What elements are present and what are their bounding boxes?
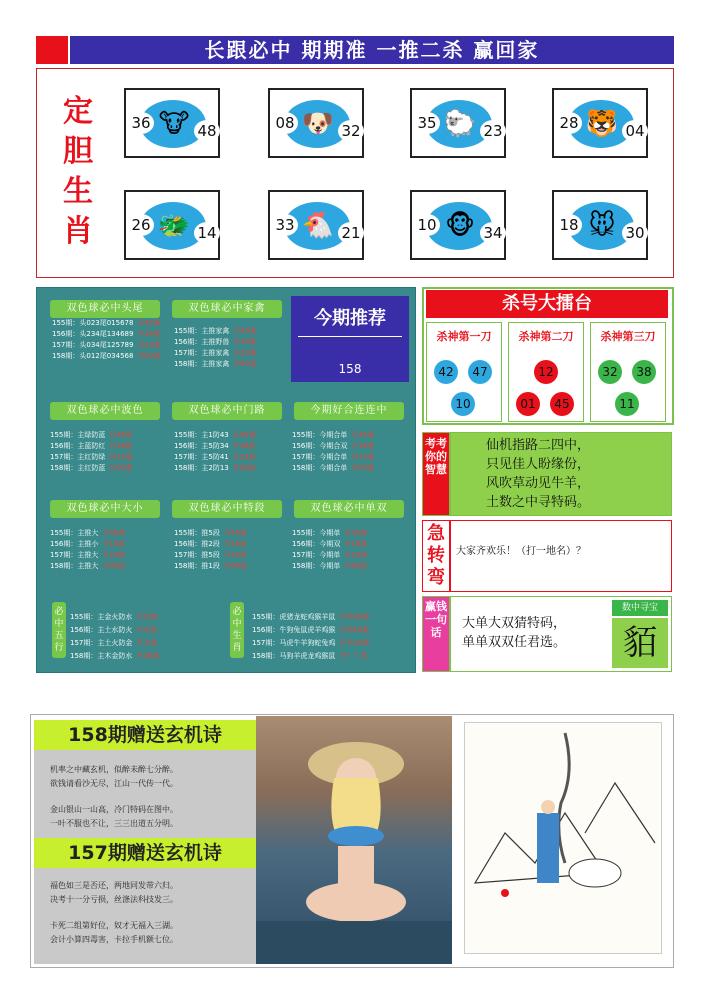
result-row [174,348,256,358]
kill-ball: 42 [434,360,458,384]
result-period: 158期：马狗羊虎龙鸡猴鼠 [252,652,336,660]
result-outcome: 开羊23准 [339,639,370,647]
sheep-icon: 🐑 [443,109,477,139]
result-period: 155期：头023尾015678 [52,319,134,327]
result-row [252,638,369,648]
kill-ball: 32 [598,360,622,384]
kill-ball: 38 [632,360,656,384]
result-row [174,463,256,473]
side-title-char: 生 [63,174,93,209]
wisdom-line: 仙机指路二四中， [486,438,591,453]
poem-158-line: 金山银山一山高，冷门特码在图中。 [50,805,178,814]
result-period: 157期：推5段 [174,551,220,559]
kill-1-title: 杀神第一刀 [436,330,492,343]
section-header: 必中生肖 [230,602,244,658]
kill-2-title: 杀神第二刀 [518,330,574,343]
result-row [252,651,367,661]
result-period: 158期：主红防蓝 [50,464,106,472]
result-outcome: 开23准 [109,453,133,461]
win-line: 单单双双任君选。 [462,635,567,650]
section-header: 双色球必中头尾 [50,300,160,318]
result-outcome: 开23准 [351,453,375,461]
result-period: 155期：虎猪龙蛇鸡猴羊鼠 [252,613,336,621]
result-period: 155期：主金火防水 [70,613,133,621]
zodiac-number: 18 [556,214,582,236]
win-text [462,614,566,652]
result-period: 156期：今期双 [292,540,341,548]
result-period: 156期：主推小 [50,540,99,548]
result-period: 156期：头234尾134689 [52,330,134,338]
poem-158-title: 158期赠送玄机诗 [34,720,256,750]
result-row [292,452,374,462]
result-outcome: 开18准 [232,442,256,450]
result-row [174,528,247,538]
result-period: 157期：主红防绿 [50,453,106,461]
zodiac-number: 08 [272,112,298,134]
result-row [174,452,256,462]
header-red-block [36,36,68,64]
result-period: 155期：推5段 [174,529,220,537]
photo-image [256,716,452,964]
dragon-icon: 🐲 [157,211,191,241]
result-row [70,625,157,635]
result-period: 157期：主土火防金 [70,639,133,647]
result-row [70,638,157,648]
recommend-divider [298,336,402,337]
result-row [174,539,247,549]
result-outcome: 开火准 [136,639,158,647]
result-period: 155期：今期合单 [292,431,348,439]
result-row [50,463,132,473]
rooster-icon: 🐔 [301,211,335,241]
result-period: 158期：推1段 [174,562,220,570]
monkey-icon: 🐵 [444,211,476,241]
result-row [174,359,256,369]
zodiac-number: 34 [480,222,506,244]
zodiac-card [410,88,506,158]
poem-158-line: 欲钱请看沙无尽，江山一代传一代。 [50,779,178,788]
result-row [52,351,160,361]
result-period: 155期：主推大 [50,529,99,537]
turn-text: 大家齐欢乐！（打一地名）？ [456,546,586,557]
result-outcome: 开18准 [351,442,375,450]
dog-icon: 🐶 [301,109,335,139]
page-title: 长跟必中 期期准 一推二杀 赢回家 [70,36,674,64]
kill-ball: 10 [451,392,475,416]
result-period: 155期：今期单 [292,529,341,537]
result-outcome: 开18蓝 [109,442,133,450]
tiger-icon: 🐯 [585,109,619,139]
result-period: 158期：今期合单 [292,464,348,472]
recommend-title: 今期推荐 [314,308,386,329]
result-period: 158期：主推大 [50,562,99,570]
result-outcome: 开45准 [223,529,247,537]
result-row [292,539,367,549]
zodiac-card [552,190,648,260]
result-outcome: 开00准 [344,562,368,570]
result-outcome: 开45准 [351,431,375,439]
result-outcome: 开鸡45准 [339,613,370,621]
result-period: 158期：主2防13 [174,464,229,472]
result-outcome: 开水错 [136,613,158,621]
painting-image [464,722,662,954]
result-period: 156期：主土水防火 [70,626,133,634]
result-period: 157期：头034尾125789 [52,341,134,349]
result-period: 158期：主推家禽 [174,360,230,368]
zodiac-number: 28 [556,112,582,134]
result-outcome: 开00准 [137,352,161,360]
zodiac-number: 26 [128,214,154,236]
result-outcome: 开鸡18准 [339,626,370,634]
side-title-char: 胆 [63,134,93,169]
zodiac-card [124,190,220,260]
result-outcome: 开45错 [232,431,256,439]
zodiac-card [268,88,364,158]
turn-label: 急转弯 [422,520,450,592]
result-period: 156期：推2段 [174,540,220,548]
zodiac-number: 10 [414,214,440,236]
result-row [292,528,367,538]
wisdom-text [486,436,590,512]
zodiac-card [410,190,506,260]
result-period: 156期：牛狗兔鼠虎羊鸡猴 [252,626,336,634]
poem-157-line: 福色如三是否还，两地同发带六归。 [50,881,178,890]
zodiac-side-title [58,92,98,252]
zodiac-number: 33 [272,214,298,236]
result-outcome: 开18准 [223,540,247,548]
zodiac-card [124,88,220,158]
section-header: 双色球必中大小 [50,500,160,518]
result-outcome: 开18准 [233,338,257,346]
result-outcome: 开00准 [233,360,257,368]
photo-illustration [256,716,452,964]
section-header: 双色球必中特段 [172,500,282,518]
win-line: 大单大双猜特码， [462,616,567,631]
kill-3-title: 杀神第三刀 [600,330,656,343]
result-row [292,463,374,473]
zodiac-number: 14 [194,222,220,244]
result-period: 155期：主绿防蓝 [50,431,106,439]
win-char: 貊 [612,618,668,668]
result-row [50,452,132,462]
poem-157-title: 157期赠送玄机诗 [34,838,256,868]
result-outcome: 开23准 [223,551,247,559]
result-period: 156期：主蓝防红 [50,442,106,450]
result-outcome: 开00准 [102,562,126,570]
kill-ball: 45 [550,392,574,416]
poem-158-line: 机率之中藏玄机，似醉未醉七分醉。 [50,765,178,774]
result-period: 158期：头012尾034568 [52,352,134,360]
wisdom-label: 考考你的智慧 [422,432,450,516]
result-row [50,528,125,538]
result-row [292,430,374,440]
result-row [50,539,125,549]
result-outcome: 开00准 [232,464,256,472]
result-row [292,441,374,451]
result-row [50,430,132,440]
result-period: 155期：主1防43 [174,431,229,439]
kill-title: 杀号大擂台 [426,290,668,318]
result-row [174,430,256,440]
result-outcome: 开23准 [102,551,126,559]
kill-ball: 01 [516,392,540,416]
poem-157-line: 会计小算四毒害，卡拉手机额七位。 [50,935,178,944]
result-outcome: 开23准 [137,341,161,349]
result-period: 156期：主推野兽 [174,338,230,346]
result-outcome: 开水准 [136,626,158,634]
result-outcome: 开23准 [344,551,368,559]
poem-157-line: 卡死二组第好位，奴才无福入三湖。 [50,921,178,930]
kill-ball: 47 [468,360,492,384]
kill-ball: 12 [534,360,558,384]
zodiac-card [552,88,648,158]
poem-157-line: 决考十一分亏损，丝涤法科技发三。 [50,895,178,904]
wisdom-line: 只见佳人盼缘份， [486,457,591,472]
result-period: 157期：马虎牛羊狗蛇兔鸡 [252,639,336,647]
result-outcome: 开00准 [136,652,160,660]
result-row [292,550,367,560]
result-outcome: 开00准 [351,464,375,472]
result-outcome: 开00准 [109,464,133,472]
result-row [52,329,160,339]
result-outcome: 开45准 [344,529,368,537]
result-period: 158期：今期单 [292,562,341,570]
result-outcome: 开45准 [102,529,126,537]
side-title-char: 肖 [63,214,93,249]
result-row [174,337,256,347]
result-row [174,441,256,451]
result-period: 156期：主5防34 [174,442,229,450]
section-header: 双色球必中门路 [172,402,282,420]
zodiac-number: 23 [480,120,506,142]
win-badge: 数中寻宝 [612,600,668,616]
result-outcome: 开45准 [233,327,257,335]
result-outcome: 开45绿 [109,431,133,439]
result-row [292,561,367,571]
result-row [50,561,125,571]
zodiac-number: 04 [622,120,648,142]
zodiac-number: 21 [338,222,364,244]
zodiac-number: 32 [338,120,364,142]
result-outcome: 开？？准 [339,652,368,660]
recommend-value: 158 [338,362,362,376]
result-row [174,326,256,336]
result-row [252,625,369,635]
section-header: 必中五行 [52,602,66,658]
side-title-char: 定 [63,94,93,129]
result-period: 155期：主推家禽 [174,327,230,335]
result-period: 157期：主推家禽 [174,349,230,357]
section-header: 双色球必中家禽 [172,300,282,318]
result-period: 157期：主推大 [50,551,99,559]
section-header: 今期好合连连中 [294,402,404,420]
result-period: 158期：主木金防水 [70,652,133,660]
result-outcome: 开23准 [233,349,257,357]
result-outcome: 开00准 [223,562,247,570]
result-outcome: 开18准 [344,540,368,548]
kill-ball: 11 [615,392,639,416]
section-header: 双色球必中单双 [294,500,404,518]
result-row [252,612,369,622]
result-period: 156期：今期合双 [292,442,348,450]
result-period: 157期：主5防41 [174,453,229,461]
result-row [174,550,247,560]
result-period: 157期：今期合单 [292,453,348,461]
poem-158-line: 一叶不服也不让，三三出道五分明。 [50,819,178,828]
result-outcome: 开18准 [137,330,161,338]
painting-illustration [465,723,663,955]
wisdom-line: 风吹草动见牛羊， [486,476,591,491]
result-row [52,340,160,350]
zodiac-number: 30 [622,222,648,244]
result-row [70,651,159,661]
result-row [174,561,247,571]
result-row [52,318,160,328]
rat-icon: 🐭 [588,211,616,241]
result-outcome: 开45准 [137,319,161,327]
result-row [70,612,157,622]
zodiac-number: 35 [414,112,440,134]
result-row [50,441,132,451]
result-period: 157期：今期单 [292,551,341,559]
wisdom-line: 土数之中寻特码。 [486,495,591,510]
result-outcome: 开23准 [232,453,256,461]
zodiac-number: 36 [128,112,154,134]
win-label: 赢钱一句话 [422,596,450,672]
zodiac-number: 48 [194,120,220,142]
section-header: 双色球必中波色 [50,402,160,420]
result-row [50,550,125,560]
ox-icon: 🐮 [158,109,190,139]
zodiac-card [268,190,364,260]
result-outcome: 开18准 [102,540,126,548]
